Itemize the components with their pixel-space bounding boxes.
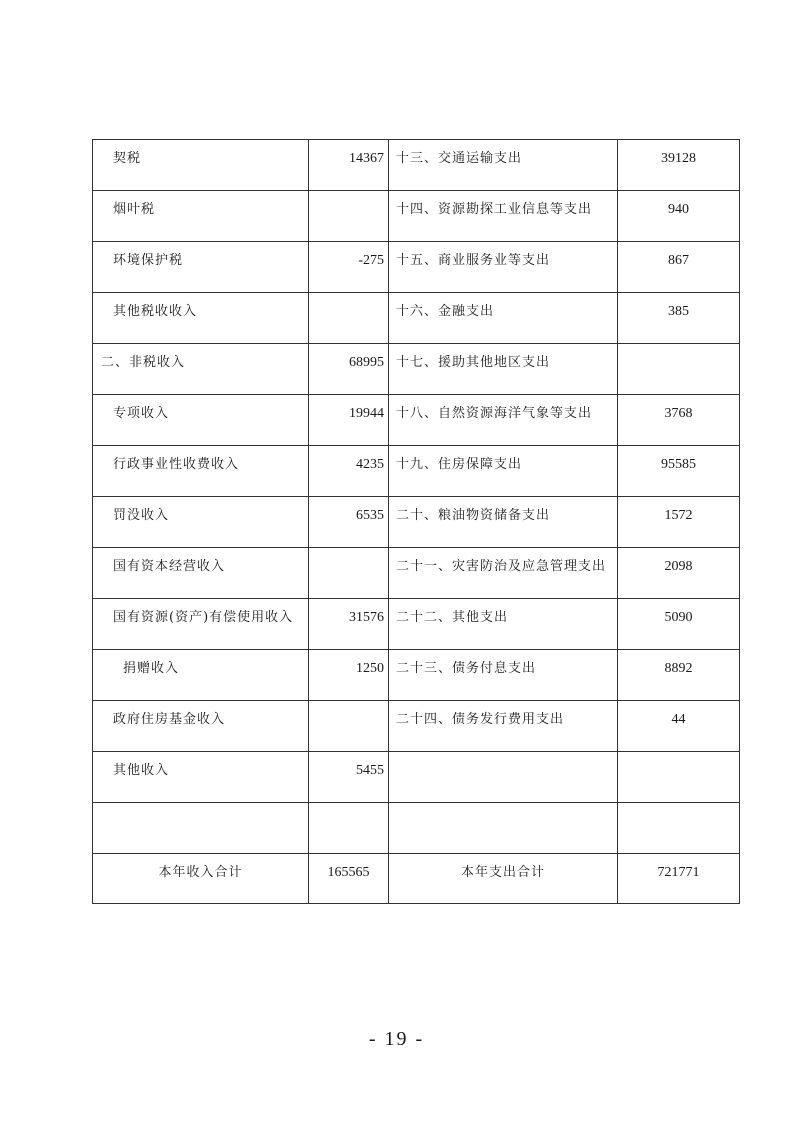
table-row	[93, 650, 740, 701]
expense-item-label: 十四、资源勘探工业信息等支出	[389, 191, 618, 242]
income-item-amount: 68995	[309, 344, 389, 395]
table-row	[93, 140, 740, 191]
expense-item-label: 二十、粮油物资储备支出	[389, 497, 618, 548]
income-item-amount	[309, 293, 389, 344]
table-row	[93, 548, 740, 599]
income-item-amount	[309, 191, 389, 242]
expense-item-amount: 8892	[618, 650, 740, 701]
income-item-amount	[309, 701, 389, 752]
table-row	[93, 191, 740, 242]
expense-item-label: 十八、自然资源海洋气象等支出	[389, 395, 618, 446]
income-item-label: 其他税收收入	[93, 293, 309, 344]
table-row	[93, 497, 740, 548]
expense-item-amount: 867	[618, 242, 740, 293]
income-total-label: 本年收入合计	[93, 854, 309, 904]
income-item-label: 国有资源(资产)有偿使用收入	[93, 599, 309, 650]
income-item-amount: 5455	[309, 752, 389, 803]
income-item-label: 契税	[93, 140, 309, 191]
expense-item-label: 二十三、债务付息支出	[389, 650, 618, 701]
expense-item-amount: 5090	[618, 599, 740, 650]
expense-item-label: 十三、交通运输支出	[389, 140, 618, 191]
expense-item-label: 十六、金融支出	[389, 293, 618, 344]
expense-total-label: 本年支出合计	[389, 854, 618, 904]
table-row	[93, 395, 740, 446]
income-item-amount: 19944	[309, 395, 389, 446]
income-item-amount: 14367	[309, 140, 389, 191]
expense-item-label	[389, 803, 618, 854]
income-item-label: 捐赠收入	[93, 650, 309, 701]
income-item-amount: 1250	[309, 650, 389, 701]
income-item-amount: -275	[309, 242, 389, 293]
income-category-label: 二、非税收入	[93, 344, 309, 395]
expense-total-amount: 721771	[618, 854, 740, 904]
income-total-amount: 165565	[309, 854, 389, 904]
expense-item-label: 十九、住房保障支出	[389, 446, 618, 497]
expense-item-amount: 1572	[618, 497, 740, 548]
page-number: - 19 -	[368, 1028, 425, 1050]
expense-item-amount: 44	[618, 701, 740, 752]
expense-item-amount	[618, 344, 740, 395]
budget-table	[92, 139, 740, 904]
expense-item-label: 二十四、债务发行费用支出	[389, 701, 618, 752]
income-item-label: 行政事业性收费收入	[93, 446, 309, 497]
table-row	[93, 344, 740, 395]
income-item-label: 烟叶税	[93, 191, 309, 242]
table-row	[93, 446, 740, 497]
table-row	[93, 293, 740, 344]
income-item-label	[93, 803, 309, 854]
table-row	[93, 701, 740, 752]
table-row	[93, 242, 740, 293]
expense-item-amount	[618, 803, 740, 854]
expense-item-amount: 3768	[618, 395, 740, 446]
expense-item-amount: 940	[618, 191, 740, 242]
table-row	[93, 599, 740, 650]
expense-item-label: 十七、援助其他地区支出	[389, 344, 618, 395]
table-row	[93, 803, 740, 854]
expense-item-amount: 39128	[618, 140, 740, 191]
expense-item-label	[389, 752, 618, 803]
income-item-label: 其他收入	[93, 752, 309, 803]
expense-item-label: 二十一、灾害防治及应急管理支出	[389, 548, 618, 599]
income-item-label: 政府住房基金收入	[93, 701, 309, 752]
income-item-amount: 4235	[309, 446, 389, 497]
income-item-amount	[309, 803, 389, 854]
expense-item-amount: 95585	[618, 446, 740, 497]
expense-item-label: 十五、商业服务业等支出	[389, 242, 618, 293]
table-row	[93, 752, 740, 803]
income-item-amount: 6535	[309, 497, 389, 548]
income-item-label: 专项收入	[93, 395, 309, 446]
income-item-label: 罚没收入	[93, 497, 309, 548]
expense-item-label: 二十二、其他支出	[389, 599, 618, 650]
income-item-amount	[309, 548, 389, 599]
income-item-label: 国有资本经营收入	[93, 548, 309, 599]
total-row	[93, 854, 740, 904]
expense-item-amount: 2098	[618, 548, 740, 599]
expense-item-amount	[618, 752, 740, 803]
income-item-label: 环境保护税	[93, 242, 309, 293]
expense-item-amount: 385	[618, 293, 740, 344]
income-item-amount: 31576	[309, 599, 389, 650]
